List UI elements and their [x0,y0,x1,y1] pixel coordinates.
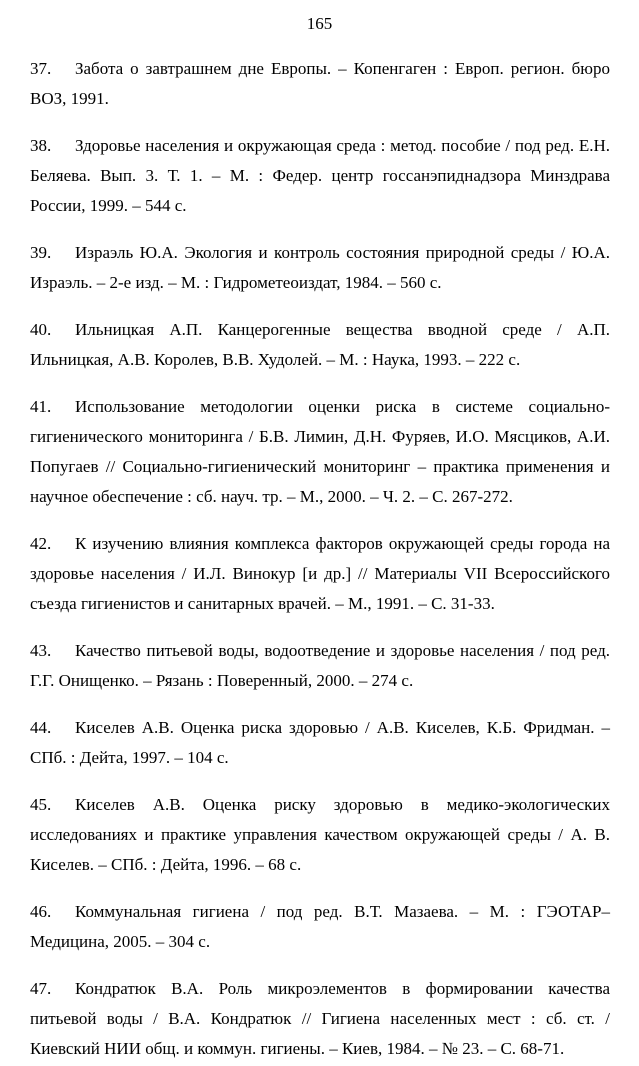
reference-number: 45. [30,795,52,814]
reference-item [30,790,610,880]
reference-number: 43. [30,641,52,660]
reference-text: Использование методологии оценки риска в системе социально-гигиенического мониторинга / Б.В. Лимин, Д.Н. Фуряев, И.О. Мясциков, А.И. Попугаев // Социально-гигиенический мониторинг – практика применения и научное обеспечение : сб. науч. тр. – М., 2000. – Ч. 2. – С. 267-272. [30,397,610,506]
reference-list [30,37,610,1066]
reference-text: К изучению влияния комплекса факторов окружающей среды города на здоровье населения / И.Л. Винокур [и др.] // Материалы VII Всероссийского съезда гигиенистов и санитарных врачей. – М., 1991. – С. 31-33. [30,534,610,613]
reference-text: Качество питьевой воды, водоотведение и здоровье населения / под ред. Г.Г. Онищенко. – Рязань : Поверенный, 2000. – 274 с. [30,641,610,690]
reference-number: 46. [30,902,52,921]
reference-item [30,713,610,773]
reference-number: 42. [30,534,52,553]
reference-text: Израэль Ю.А. Экология и контроль состояния природной среды / Ю.А. Израэль. – 2-е изд. – М. : Гидрометеоиздат, 1984. – 560 с. [30,243,610,292]
reference-text: Кондратюк В.А. Роль микроэлементов в формировании качества питьевой воды / В.А. Кондратюк // Гигиена населенных мест : сб. ст. / Киевский НИИ общ. и коммун. гигиены. – Киев, 1984. – № 23. – С. 68-71. [30,979,610,1058]
reference-text: Ильницкая А.П. Канцерогенные вещества вводной среде / А.П. Ильницкая, А.В. Королев, В.В. Худолей. – М. : Наука, 1993. – 222 с. [30,320,610,369]
reference-number: 47. [30,979,52,998]
reference-item [30,54,610,114]
reference-text: Коммунальная гигиена / под ред. В.Т. Мазаева. – М. : ГЭОТАР–Медицина, 2005. – 304 с. [30,902,610,951]
reference-item [30,238,610,298]
reference-number: 37. [30,59,52,78]
reference-number: 41. [30,397,52,416]
page-number: 165 [306,14,333,33]
reference-item [30,131,610,221]
reference-text: Киселев А.В. Оценка риску здоровью в медико-экологических исследованиях и практике управления качеством окружающей среды / А. В. Киселев. – СПб. : Дейта, 1996. – 68 с. [30,795,610,874]
reference-item [30,392,610,512]
reference-text: Забота о завтрашнем дне Европы. – Копенгаген : Европ. регион. бюро ВОЗ, 1991. [30,59,610,108]
reference-number: 40. [30,320,52,339]
reference-item [30,529,610,619]
reference-number: 44. [30,718,52,737]
reference-item [30,315,610,375]
reference-text: Киселев А.В. Оценка риска здоровью / А.В. Киселев, К.Б. Фридман. – СПб. : Дейта, 1997. – 104 с. [30,718,610,767]
reference-number: 38. [30,136,52,155]
reference-item [30,636,610,696]
reference-text: Здоровье населения и окружающая среда : метод. пособие / под ред. Е.Н. Беляева. Вып. 3. Т. 1. – М. : Федер. центр госсанэпиднадзора Минздрава России, 1999. – 544 с. [30,136,610,215]
reference-item [30,974,610,1064]
reference-item [30,897,610,957]
reference-number: 39. [30,243,52,262]
